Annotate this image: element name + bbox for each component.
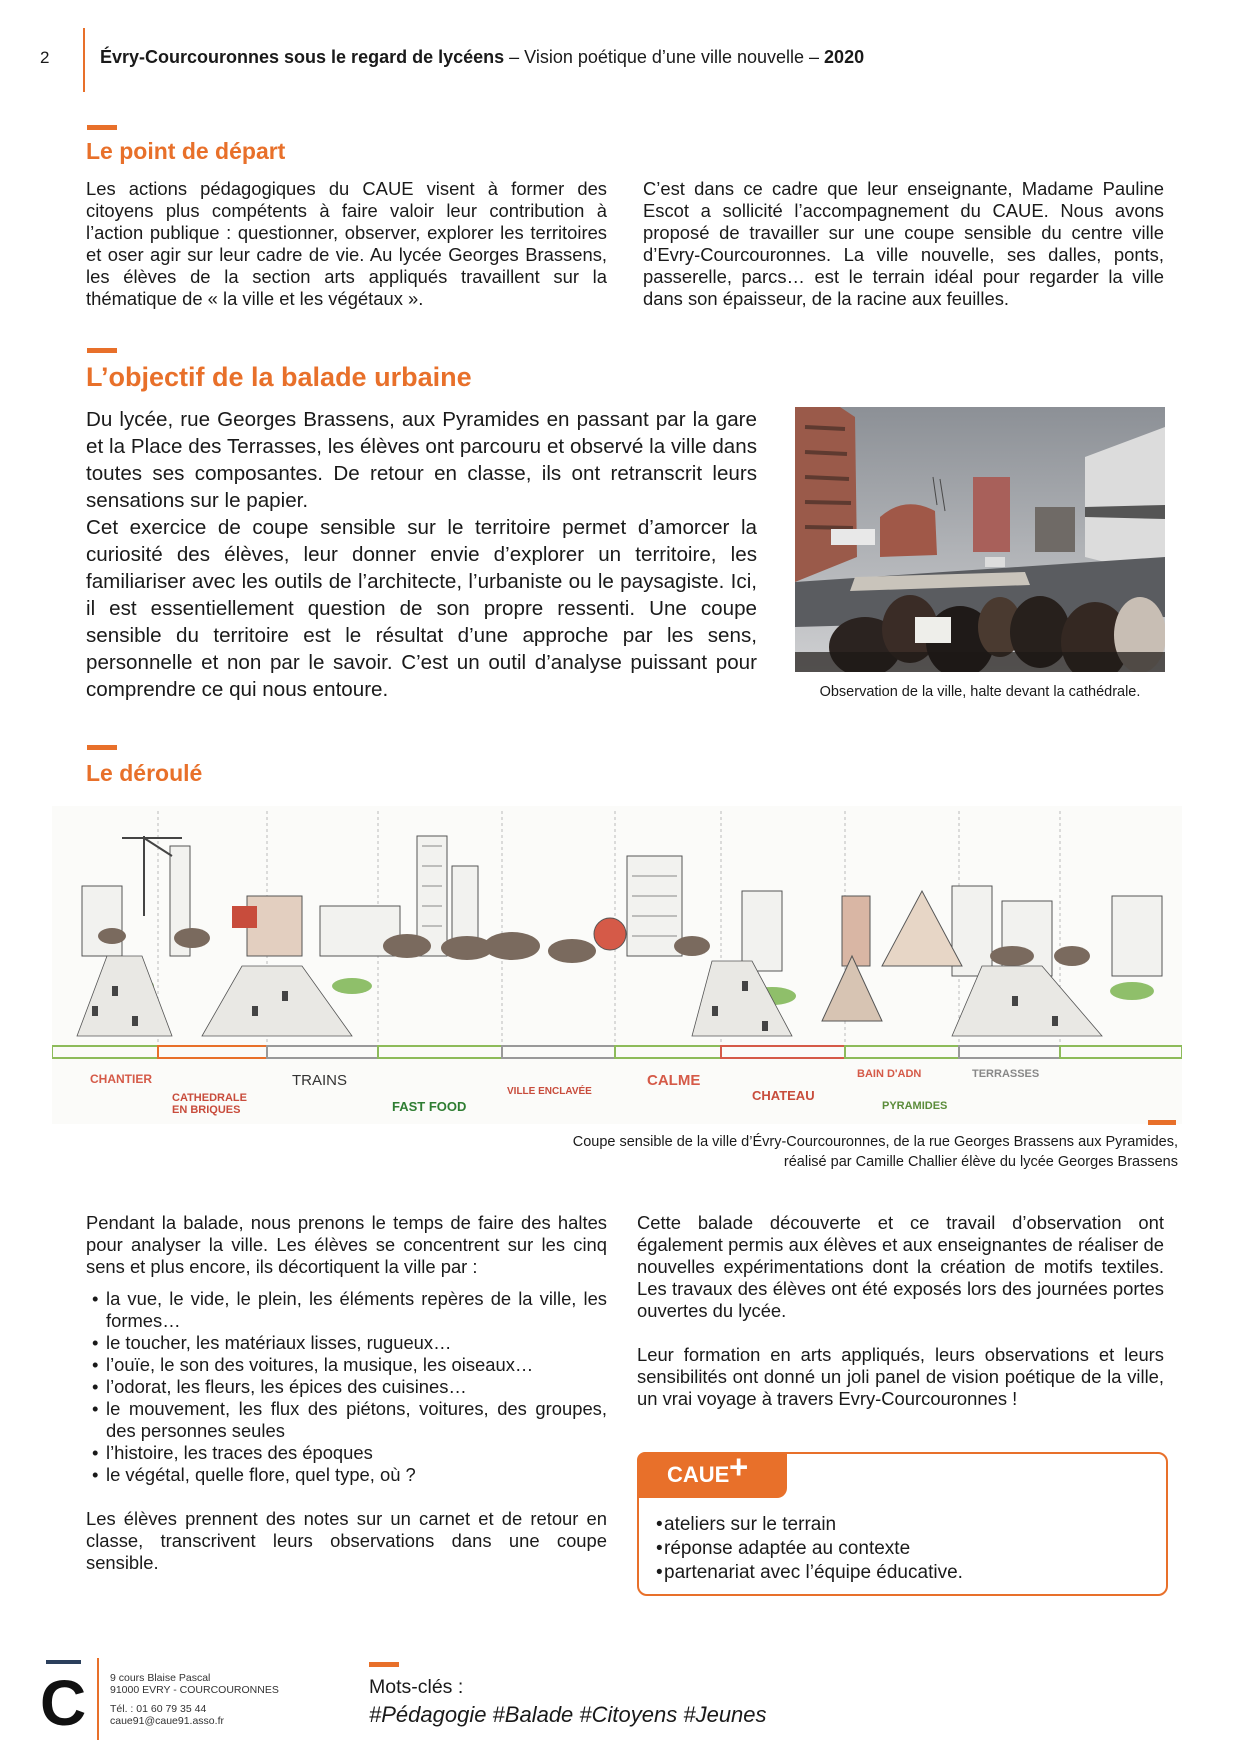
deroule-intro: Pendant la balade, nous prenons le temps de faire des haltes pour analyser la ville. Les élèves se concentrent sur les cinq sens et plus encore, ils décortiquent la ville par : [86, 1212, 607, 1277]
caue-benefits-list [650, 1513, 963, 1585]
panorama-label-4: FAST FOOD [392, 1099, 467, 1114]
running-title [100, 47, 864, 68]
keywords-accent [369, 1662, 399, 1667]
deroule-left-column [86, 1212, 607, 1574]
objectif-paragraph-1: Du lycée, rue Georges Brassens, aux Pyramides en passant par la gare et la Place des Terrasses, les élèves ont parcouru et observé la ville dans toutes ses composantes. De retour en classe, ils ont retranscrit leurs sensations sur le papier. [86, 408, 757, 512]
caption-accent [1148, 1120, 1176, 1125]
section-heading-objectif: L’objectif de la balade urbaine [86, 362, 472, 392]
panorama-label-5: VILLE ENCLAVÉE [507, 1086, 592, 1097]
running-title-sep2: – [804, 47, 825, 67]
plus-icon: + [729, 1448, 749, 1485]
keywords-hashtags: #Pédagogie #Balade #Citoyens #Jeunes [369, 1702, 767, 1727]
running-subtitle: Vision poétique d’une ville nouvelle [524, 47, 805, 67]
deroule-right-para-2: Leur formation en arts appliqués, leurs observations et leurs sensibilités ont donné un joli panel de vision poétique de la ville, un vrai voyage à travers Evry-Courcouronnes ! [637, 1344, 1164, 1409]
deroule-right-column [637, 1212, 1164, 1410]
section-accent [87, 745, 117, 750]
section-heading-deroule: Le déroulé [86, 760, 203, 786]
section-heading-depart: Le point de départ [86, 138, 286, 164]
panorama-label-9: PYRAMIDES [882, 1100, 948, 1112]
list-item: • ateliers sur le terrain [650, 1513, 963, 1537]
list-item: • l’histoire, les traces des époques [86, 1442, 607, 1464]
address-email[interactable]: caue91@caue91.asso.fr [110, 1715, 224, 1727]
list-item: • partenariat avec l’équipe éducative. [650, 1561, 963, 1585]
panorama-label-6: CALME [647, 1072, 701, 1089]
panorama-label-8: BAIN D'ADN [857, 1068, 922, 1080]
list-item: • réponse adaptée au contexte [650, 1537, 963, 1561]
photo-caption: Observation de la ville, halte devant la cathédrale. [819, 684, 1141, 700]
list-item: • l’odorat, les fleurs, les épices des cuisines… [86, 1376, 607, 1398]
panorama-label-1: CHANTIER [90, 1072, 152, 1086]
caue-label: CAUE [667, 1462, 730, 1487]
address-street: 9 cours Blaise Pascal [110, 1672, 211, 1684]
address-city: 91000 EVRY - COURCOURONNES [110, 1684, 279, 1696]
section-accent [87, 348, 117, 353]
running-title-main: Évry-Courcouronnes sous le regard de lycéens [100, 47, 505, 67]
section-accent [87, 125, 117, 130]
list-item: • le végétal, quelle flore, quel type, où ? [86, 1464, 607, 1486]
keywords-label: Mots-clés : [369, 1676, 464, 1698]
panorama-caption-line1: Coupe sensible de la ville d’Évry-Courcouronnes, de la rue Georges Brassens aux Pyramides, [572, 1134, 1178, 1150]
list-item: • l’ouïe, le son des voitures, la musique, les oiseaux… [86, 1354, 607, 1376]
deroule-right-para-1: Cette balade découverte et ce travail d’observation ont également permis aux élèves et aux enseignantes de réaliser de nouvelles expérimentations dont la création de motifs textiles. Les travaux des élèves ont été exposés lors des journées portes ouvertes du lycée. [637, 1212, 1164, 1321]
running-title-sep: – [504, 47, 525, 67]
caue-logo: C [40, 1667, 87, 1739]
cathedral-observation-photo [795, 407, 1165, 672]
panorama-label-2: CATHEDRALE EN BRIQUES [172, 1092, 247, 1116]
objectif-paragraph-2: Cet exercice de coupe sensible sur le territoire permet d’amorcer la curiosité des élèves, leur donner envie d’explorer un territoire, les familiariser avec les outils de l’architecte, l’urbaniste ou le paysagiste. Ici, il est essentiellement question de son propre ressenti. Une coupe sensible du territoire est le résultat d’une approche par les sens, personnelle et non par le savoir. C’est un outil d’analyse puissant pour comprendre ce qui nous entoure. [86, 516, 757, 701]
deroule-outro: Les élèves prennent des notes sur un carnet et de retour en classe, transcrivent leurs observations dans une coupe sensible. [86, 1508, 607, 1573]
page-number: 2 [40, 48, 50, 67]
panorama-label-7: CHATEAU [752, 1088, 815, 1103]
footer-divider [97, 1658, 99, 1740]
depart-left-paragraph: Les actions pédagogiques du CAUE visent à former des citoyens plus compétents à faire valoir leur contribution à l’action publique : questionner, observer, explorer les territoires et oser agir sur leur cadre de vie. Au lycée Georges Brassens, les élèves de la section arts appliqués travaillent sur la thématique de « la ville et les végétaux ». [86, 178, 607, 309]
sensitive-section-drawing [52, 806, 1182, 1124]
panorama-label-10: TERRASSES [972, 1068, 1040, 1080]
photo-illustration [795, 407, 1165, 672]
footer-logo-bar [46, 1660, 81, 1664]
footer-address [110, 1672, 279, 1727]
panorama-caption [470, 1132, 1178, 1172]
depart-right-paragraph: C’est dans ce cadre que leur enseignante, Madame Pauline Escot a sollicité l’accompagnement du CAUE. Nous avons proposé de travailler sur une coupe sensible du centre ville d’Evry-Courcouronnes. La ville nouvelle, ses dalles, ponts, passerelle, parcs… est le terrain idéal pour regarder la ville dans son épaisseur, de la racine aux feuilles. [643, 178, 1164, 309]
list-item: • le mouvement, les flux des piétons, voitures, des groupes, des personnes seules [86, 1398, 607, 1442]
running-title-year: 2020 [824, 47, 865, 67]
panorama-label-3: TRAINS [292, 1072, 348, 1089]
list-item: • le toucher, les matériaux lisses, rugueux… [86, 1332, 607, 1354]
address-phone: Tél. : 01 60 79 35 44 [110, 1703, 207, 1715]
objectif-paragraph [86, 406, 757, 703]
panorama-caption-line2: réalisé par Camille Challier élève du lycée Georges Brassens [783, 1154, 1178, 1170]
header-divider [83, 28, 85, 92]
senses-list [86, 1288, 607, 1486]
list-item: • la vue, le vide, le plein, les éléments repères de la ville, les formes… [86, 1288, 607, 1332]
